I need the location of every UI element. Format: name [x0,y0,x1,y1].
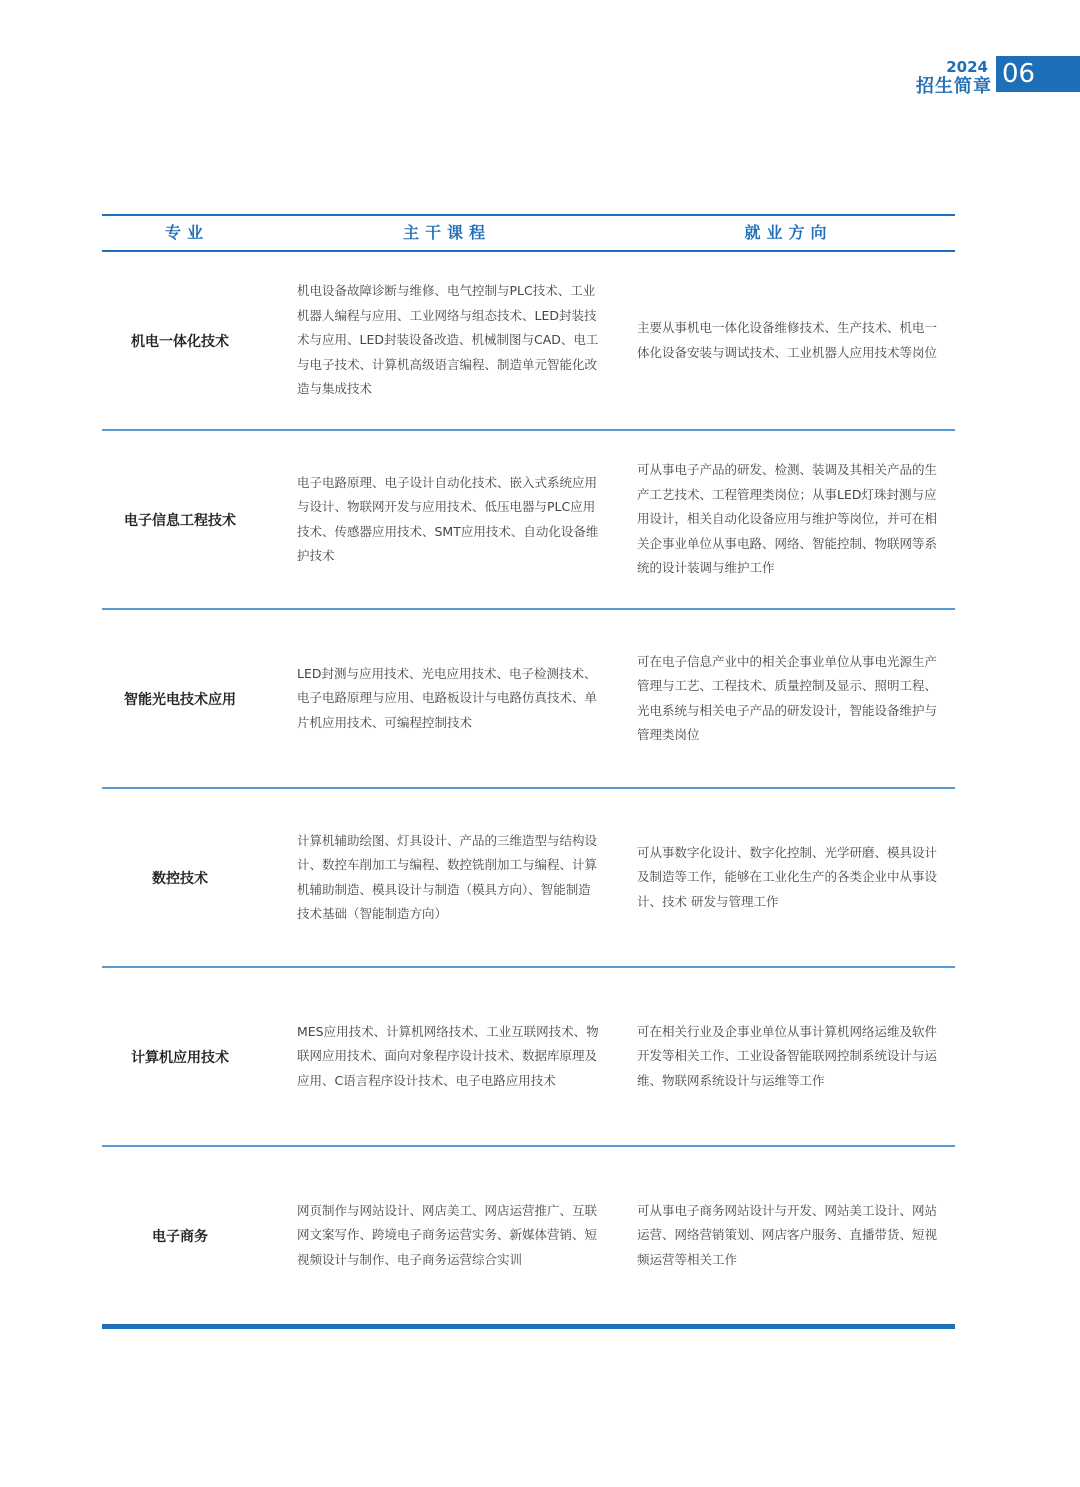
major-name: 智能光电技术应用 [124,691,236,708]
main-courses-text: 计算机辅助绘图、灯具设计、产品的三维造型与结构设计、数控车削加工与编程、数控铣削加工与编程、计算机辅助制造、模具设计与制造（模具方向）、智能制造技术基础（智能制造方向） [297,832,598,921]
majors-table [102,214,955,1324]
main-courses [297,968,599,1145]
table-row [102,252,955,431]
major-name: 计算机应用技术 [131,1049,229,1066]
main-courses [297,789,599,966]
career-direction [637,789,939,966]
brochure-title: 招生简章 [916,76,992,97]
career-direction [637,610,939,787]
main-courses-text: LED封测与应用技术、光电应用技术、电子检测技术、电子电路原理与应用、电路板设计与电路仿真技术、单片机应用技术、可编程控制技术 [297,665,598,730]
major-name: 电子商务 [152,1228,208,1245]
main-courses-text: MES应用技术、计算机网络技术、工业互联网技术、物联网应用技术、面向对象程序设计技术、数据库原理及应用、C语言程序设计技术、电子电路应用技术 [297,1023,599,1088]
table-row [102,968,955,1147]
bottom-rule [102,1324,955,1329]
career-direction-text: 可从事数字化设计、数字化控制、光学研磨、模具设计及制造等工作，能够在工业化生产的各类企业中从事设计、技术 研发与管理工作 [637,844,938,909]
page-number: 06 [1002,59,1036,89]
major-name: 电子信息工程技术 [124,512,236,529]
table-row [102,431,955,610]
career-direction-text: 可在相关行业及企事业单位从事计算机网络运维及软件开发等相关工作、工业设备智能联网控制系统设计与运维、物联网系统设计与运维等工作 [637,1023,938,1088]
main-courses-text: 网页制作与网站设计、网店美工、网店运营推广、互联网文案写作、跨境电子商务运营实务、新媒体营销、短视频设计与制作、电子商务运营综合实训 [297,1202,598,1267]
career-direction [637,252,939,429]
column-header-major: 专业 [164,223,209,242]
main-courses [297,252,599,429]
main-courses [297,610,599,787]
career-direction-text: 可从事电子商务网站设计与开发、网站美工设计、网站运营、网络营销策划、网店客户服务、直播带货、短视频运营等相关工作 [637,1202,938,1267]
column-header-courses: 主干课程 [402,223,491,242]
main-courses-text: 电子电路原理、电子设计自动化技术、嵌入式系统应用与设计、物联网开发与应用技术、低压电器与PLC应用技术、传感器应用技术、SMT应用技术、自动化设备维护技术 [297,474,599,563]
career-direction [637,431,939,608]
career-direction [637,1147,939,1324]
main-courses [297,1147,599,1324]
career-direction [637,968,939,1145]
column-header-career: 就业方向 [744,223,833,242]
table-header [102,214,955,252]
brochure-year: 2024 [946,58,988,76]
main-courses [297,431,599,608]
major-name: 数控技术 [152,870,208,887]
major-name: 机电一体化技术 [131,333,229,350]
main-courses-text: 机电设备故障诊断与维修、电气控制与PLC技术、工业机器人编程与应用、工业网络与组态技术、LED封装技术与应用、LED封装设备改造、机械制图与CAD、电工与电子技术、计算机高级语言编程、制造单元智能化改造与集成技术 [297,283,599,397]
table-row [102,610,955,789]
table-row [102,789,955,968]
career-direction-text: 可从事电子产品的研发、检测、装调及其相关产品的生产工艺技术、工程管理类岗位；从事LED灯珠封测与应用设计，相关自动化设备应用与维护等岗位，并可在相关企事业单位从事电路、网络、智能控制、物联网等系统的设计装调与维护工作 [637,462,938,576]
page-badge [0,52,1080,96]
table-row [102,1147,955,1324]
career-direction-text: 可在电子信息产业中的相关企事业单位从事电光源生产管理与工艺、工程技术、质量控制及显示、照明工程、光电系统与相关电子产品的研发设计，智能设备维护与管理类岗位 [637,653,938,742]
career-direction-text: 主要从事机电一体化设备维修技术、生产技术、机电一体化设备安装与调试技术、工业机器人应用技术等岗位 [637,320,938,360]
page-number-box [996,56,1080,92]
